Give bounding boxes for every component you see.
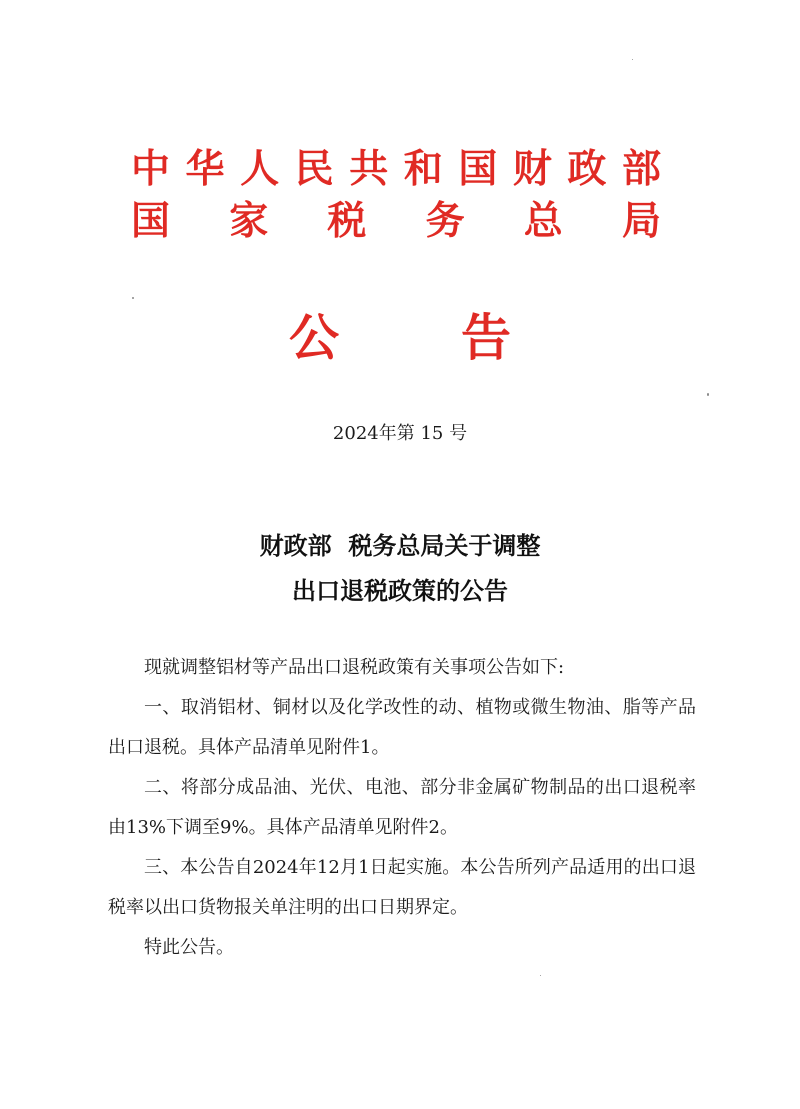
document-body <box>108 648 696 968</box>
announcement-char-2: 告 <box>461 308 511 367</box>
body-paragraph-item-3: 三、本公告自2024年12月1日起实施。本公告所列产品适用的出口退税率以出口货物报关单注明的出口日期界定。 <box>108 857 696 918</box>
scan-speck <box>632 59 633 60</box>
body-paragraph-closing: 特此公告。 <box>144 937 234 958</box>
announcement-char-1: 公 <box>289 308 339 367</box>
body-paragraph-item-1: 一、取消铝材、铜材以及化学改性的动、植物或微生物油、脂等产品出口退税。具体产品清单见附件1。 <box>108 697 696 758</box>
body-paragraph-item-2: 二、将部分成品油、光伏、电池、部分非金属矿物制品的出口退税率由13%下调至9%。具体产品清单见附件2。 <box>108 777 696 838</box>
scan-speck <box>132 297 134 299</box>
document-number: 2024年第 15 号 <box>332 423 468 444</box>
document-title-line-1: 财政部 税务总局关于调整 <box>259 532 541 560</box>
document-title-line-2: 出口退税政策的公告 <box>292 577 508 605</box>
scan-speck <box>540 975 541 976</box>
body-paragraph-intro: 现就调整铝材等产品出口退税政策有关事项公告如下: <box>144 657 565 678</box>
scan-speck <box>707 393 709 396</box>
issuer-line-ministry-of-finance: 中华人民共和国财政部 <box>131 146 661 192</box>
issuer-line-state-taxation: 国家税务总局 <box>131 198 661 244</box>
announcement-heading <box>0 308 800 368</box>
